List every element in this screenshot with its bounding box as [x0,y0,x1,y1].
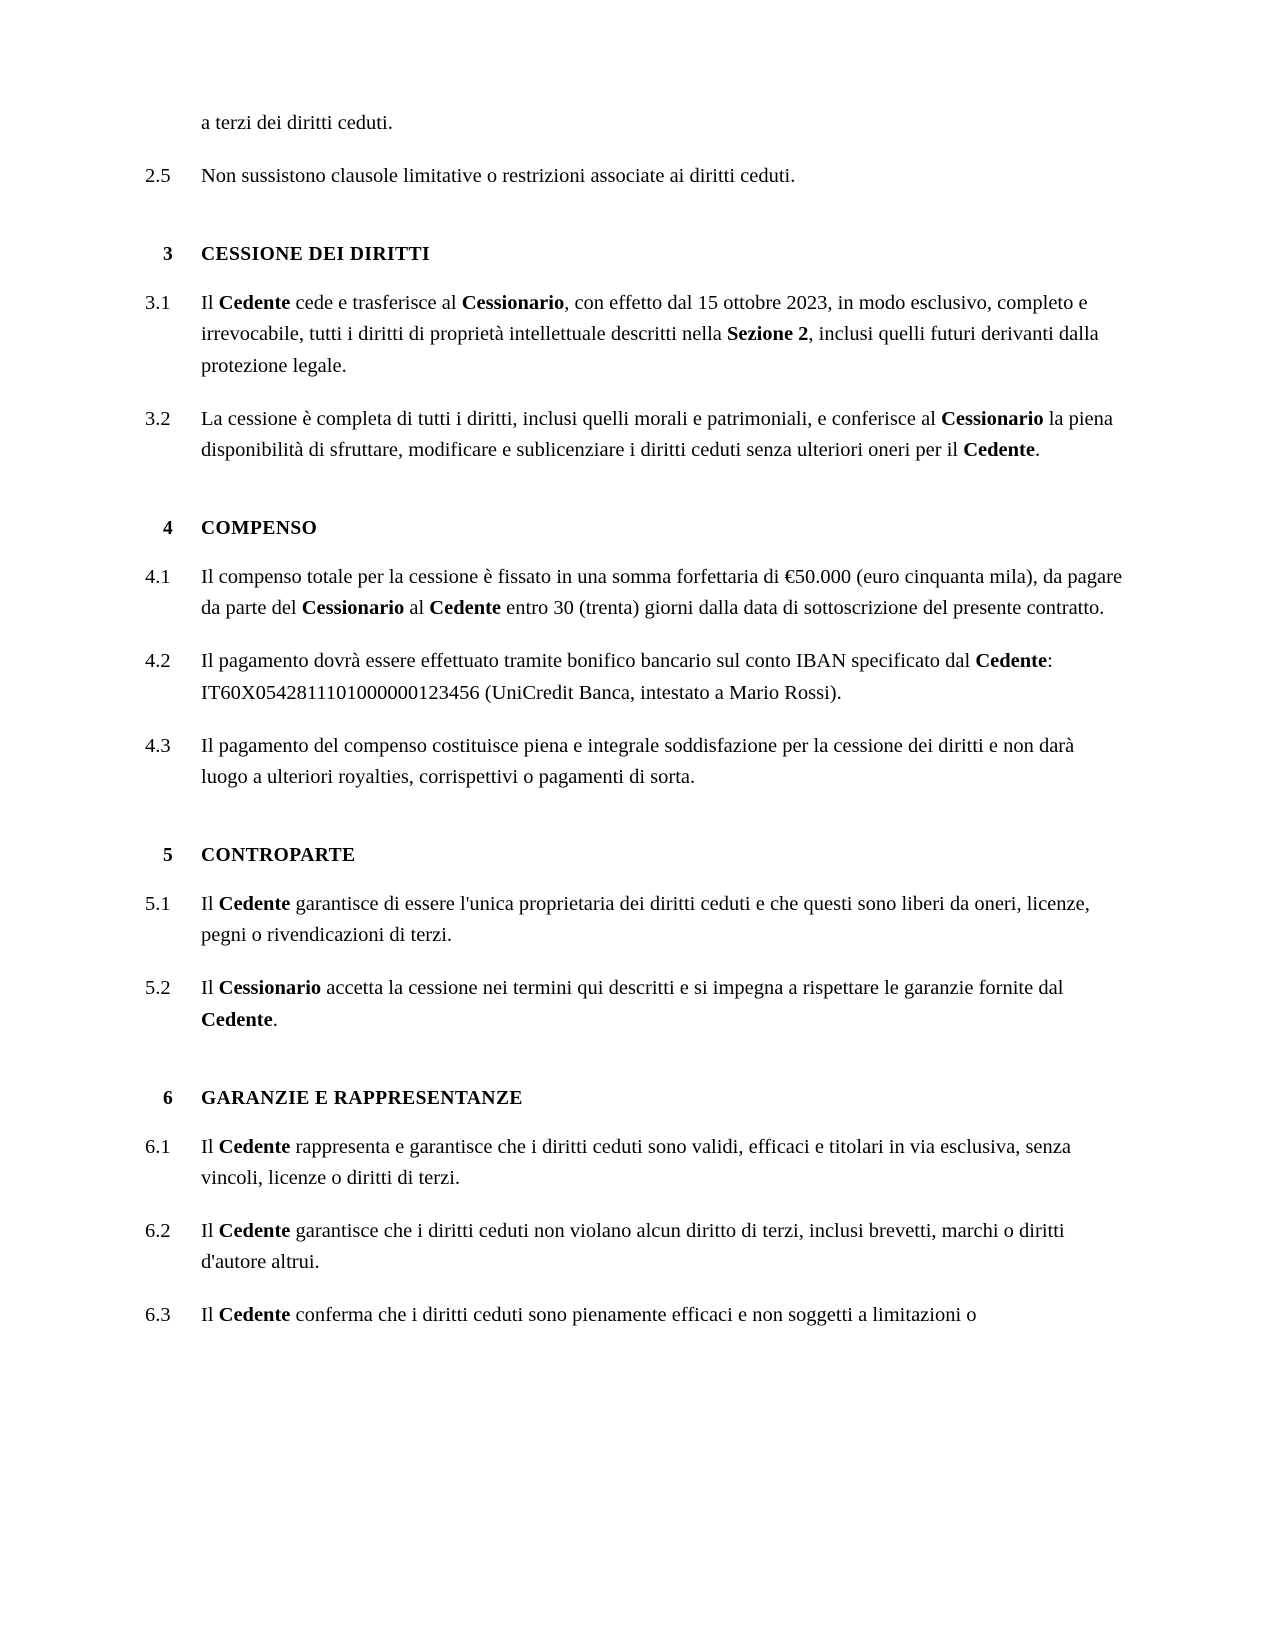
section-heading [145,244,1125,266]
clause-text [201,973,1125,1035]
emphasis-term: Cedente [218,1304,291,1327]
emphasis-term: Cessionario [218,977,322,1000]
paragraph-continuation: a terzi dei diritti ceduti. [201,112,393,134]
emphasis-term: Cedente [218,1219,291,1242]
section-heading-number: 6 [163,1087,173,1109]
clause [145,1216,1125,1278]
clause-text-segment: accetta la cessione nei termini qui descritti e si impegna a rispettare le garanzie fornite dal [321,977,1064,1000]
clause [145,1300,1125,1331]
emphasis-term: Cedente [201,1008,273,1031]
clause-text [201,288,1125,381]
clause-text-segment: Il [201,893,219,916]
emphasis-term: Cedente [218,292,291,315]
emphasis-term: Cedente [975,650,1048,673]
clause-number: 4.1 [145,566,171,589]
clause-text-segment: Il [201,1219,219,1242]
clause-text-segment: , con effetto dal 15 ottobre 2023, in modo esclusivo, completo e irrevocabile, tutti i diritti di proprietà intellettuale descritti nella [201,292,1088,346]
clause [145,1132,1125,1194]
emphasis-term: Sezione 2 [727,323,809,346]
clause-text [201,1132,1125,1194]
clause-text [201,731,1125,793]
emphasis-term: Cedente [218,1135,291,1158]
clause-text-segment: La cessione è completa di tutti i diritti, inclusi quelli morali e patrimoniali, e conferisce al [201,407,942,430]
clause [145,404,1125,466]
clause-text-segment: Il [201,1304,219,1327]
emphasis-term: Cedente [218,893,291,916]
section-heading-title: CONTROPARTE [201,845,356,867]
clause-text-segment: Il [201,292,219,315]
clause [145,161,1125,192]
clause-text [201,646,1125,708]
emphasis-term: Cessionario [301,597,405,620]
clause-number: 4.3 [145,734,171,757]
section-heading [145,1088,1125,1110]
clause-text-segment: garantisce che i diritti ceduti non violano alcun diritto di terzi, inclusi brevetti, marchi o diritti d'autore altrui. [201,1219,1065,1274]
clause-number: 3.1 [145,292,171,315]
clause-text-segment: Il [201,1135,219,1158]
emphasis-term: Cessionario [461,292,565,315]
section-heading-title: GARANZIE E RAPPRESENTANZE [201,1087,523,1109]
emphasis-term: Cessionario [941,407,1044,430]
clause-text-segment: Non sussistono clausole limitative o restrizioni associate ai diritti ceduti. [201,165,796,188]
clause-text-segment: Il compenso totale per la cessione è fissato in una somma forfettaria di €50.000 (euro cinquanta mila), da pagare da parte del [201,566,1123,620]
clause-number: 6.1 [145,1135,171,1158]
clause [145,646,1125,708]
clause-text [201,1216,1125,1278]
clause-text-segment: : IT60X0542811101000000123456 (UniCredit Banca, intestato a Mario Rossi). [201,650,1053,704]
clause-text [201,562,1125,624]
clause-number: 2.5 [145,165,171,188]
clause-text-segment: rappresenta e garantisce che i diritti ceduti sono validi, efficaci e titolari in via esclusiva, senza vincoli, licenze o diritti di terzi. [201,1135,1071,1189]
clause-text-segment: . [272,1008,278,1031]
clause-number: 6.3 [145,1304,171,1327]
section-heading-number: 5 [163,845,173,867]
clause [145,288,1125,381]
clause-text-segment: la piena disponibilità di sfruttare, modificare e sublicenziare i diritti ceduti senza ulteriori oneri per il [201,407,1114,461]
clause-text-segment: Il [201,977,219,1000]
clause-text-segment: entro 30 (trenta) giorni dalla data di sottoscrizione del presente contratto. [501,597,1105,620]
clause-text-segment: garantisce di essere l'unica proprietaria dei diritti ceduti e che questi sono liberi da oneri, licenze, pegni o rivendicazioni di terzi. [201,893,1090,947]
clause-text-segment: , inclusi quelli futuri derivanti dalla protezione legale. [201,323,1099,377]
document-body [145,161,1125,1331]
clause [145,731,1125,793]
clause-text-segment: al [404,597,430,620]
clause-text-segment: . [1034,438,1041,461]
clause [145,562,1125,624]
section-heading-number: 4 [163,518,173,540]
clause-number: 4.2 [145,650,171,673]
clause-text-segment: conferma che i diritti ceduti sono pienamente efficaci e non soggetti a limitazioni o [290,1304,977,1327]
section-heading [145,845,1125,867]
clause-text [201,1300,1125,1331]
section-heading-title: CESSIONE DEI DIRITTI [201,244,430,266]
clause [145,889,1125,951]
section-heading-title: COMPENSO [201,518,318,540]
clause-number: 5.2 [145,977,171,1000]
clause-number: 6.2 [145,1219,171,1242]
emphasis-term: Cedente [429,597,502,620]
clause-number: 5.1 [145,893,171,916]
section-heading [145,518,1125,540]
clause-text [201,889,1125,951]
clause-text-segment: cede e trasferisce al [290,292,462,315]
clause-text [201,404,1125,466]
emphasis-term: Cedente [963,438,1035,461]
section-heading-number: 3 [163,244,173,266]
clause-text [201,161,1125,192]
clause-text-segment: Il pagamento del compenso costituisce piena e integrale soddisfazione per la cessione dei diritti e non darà luogo a ulteriori royalties, corrispettivi o pagamenti di sorta. [201,734,1075,788]
clause-text-segment: Il pagamento dovrà essere effettuato tramite bonifico bancario sul conto IBAN specificato dal [201,650,976,673]
clause-number: 3.2 [145,407,171,430]
clause [145,973,1125,1035]
